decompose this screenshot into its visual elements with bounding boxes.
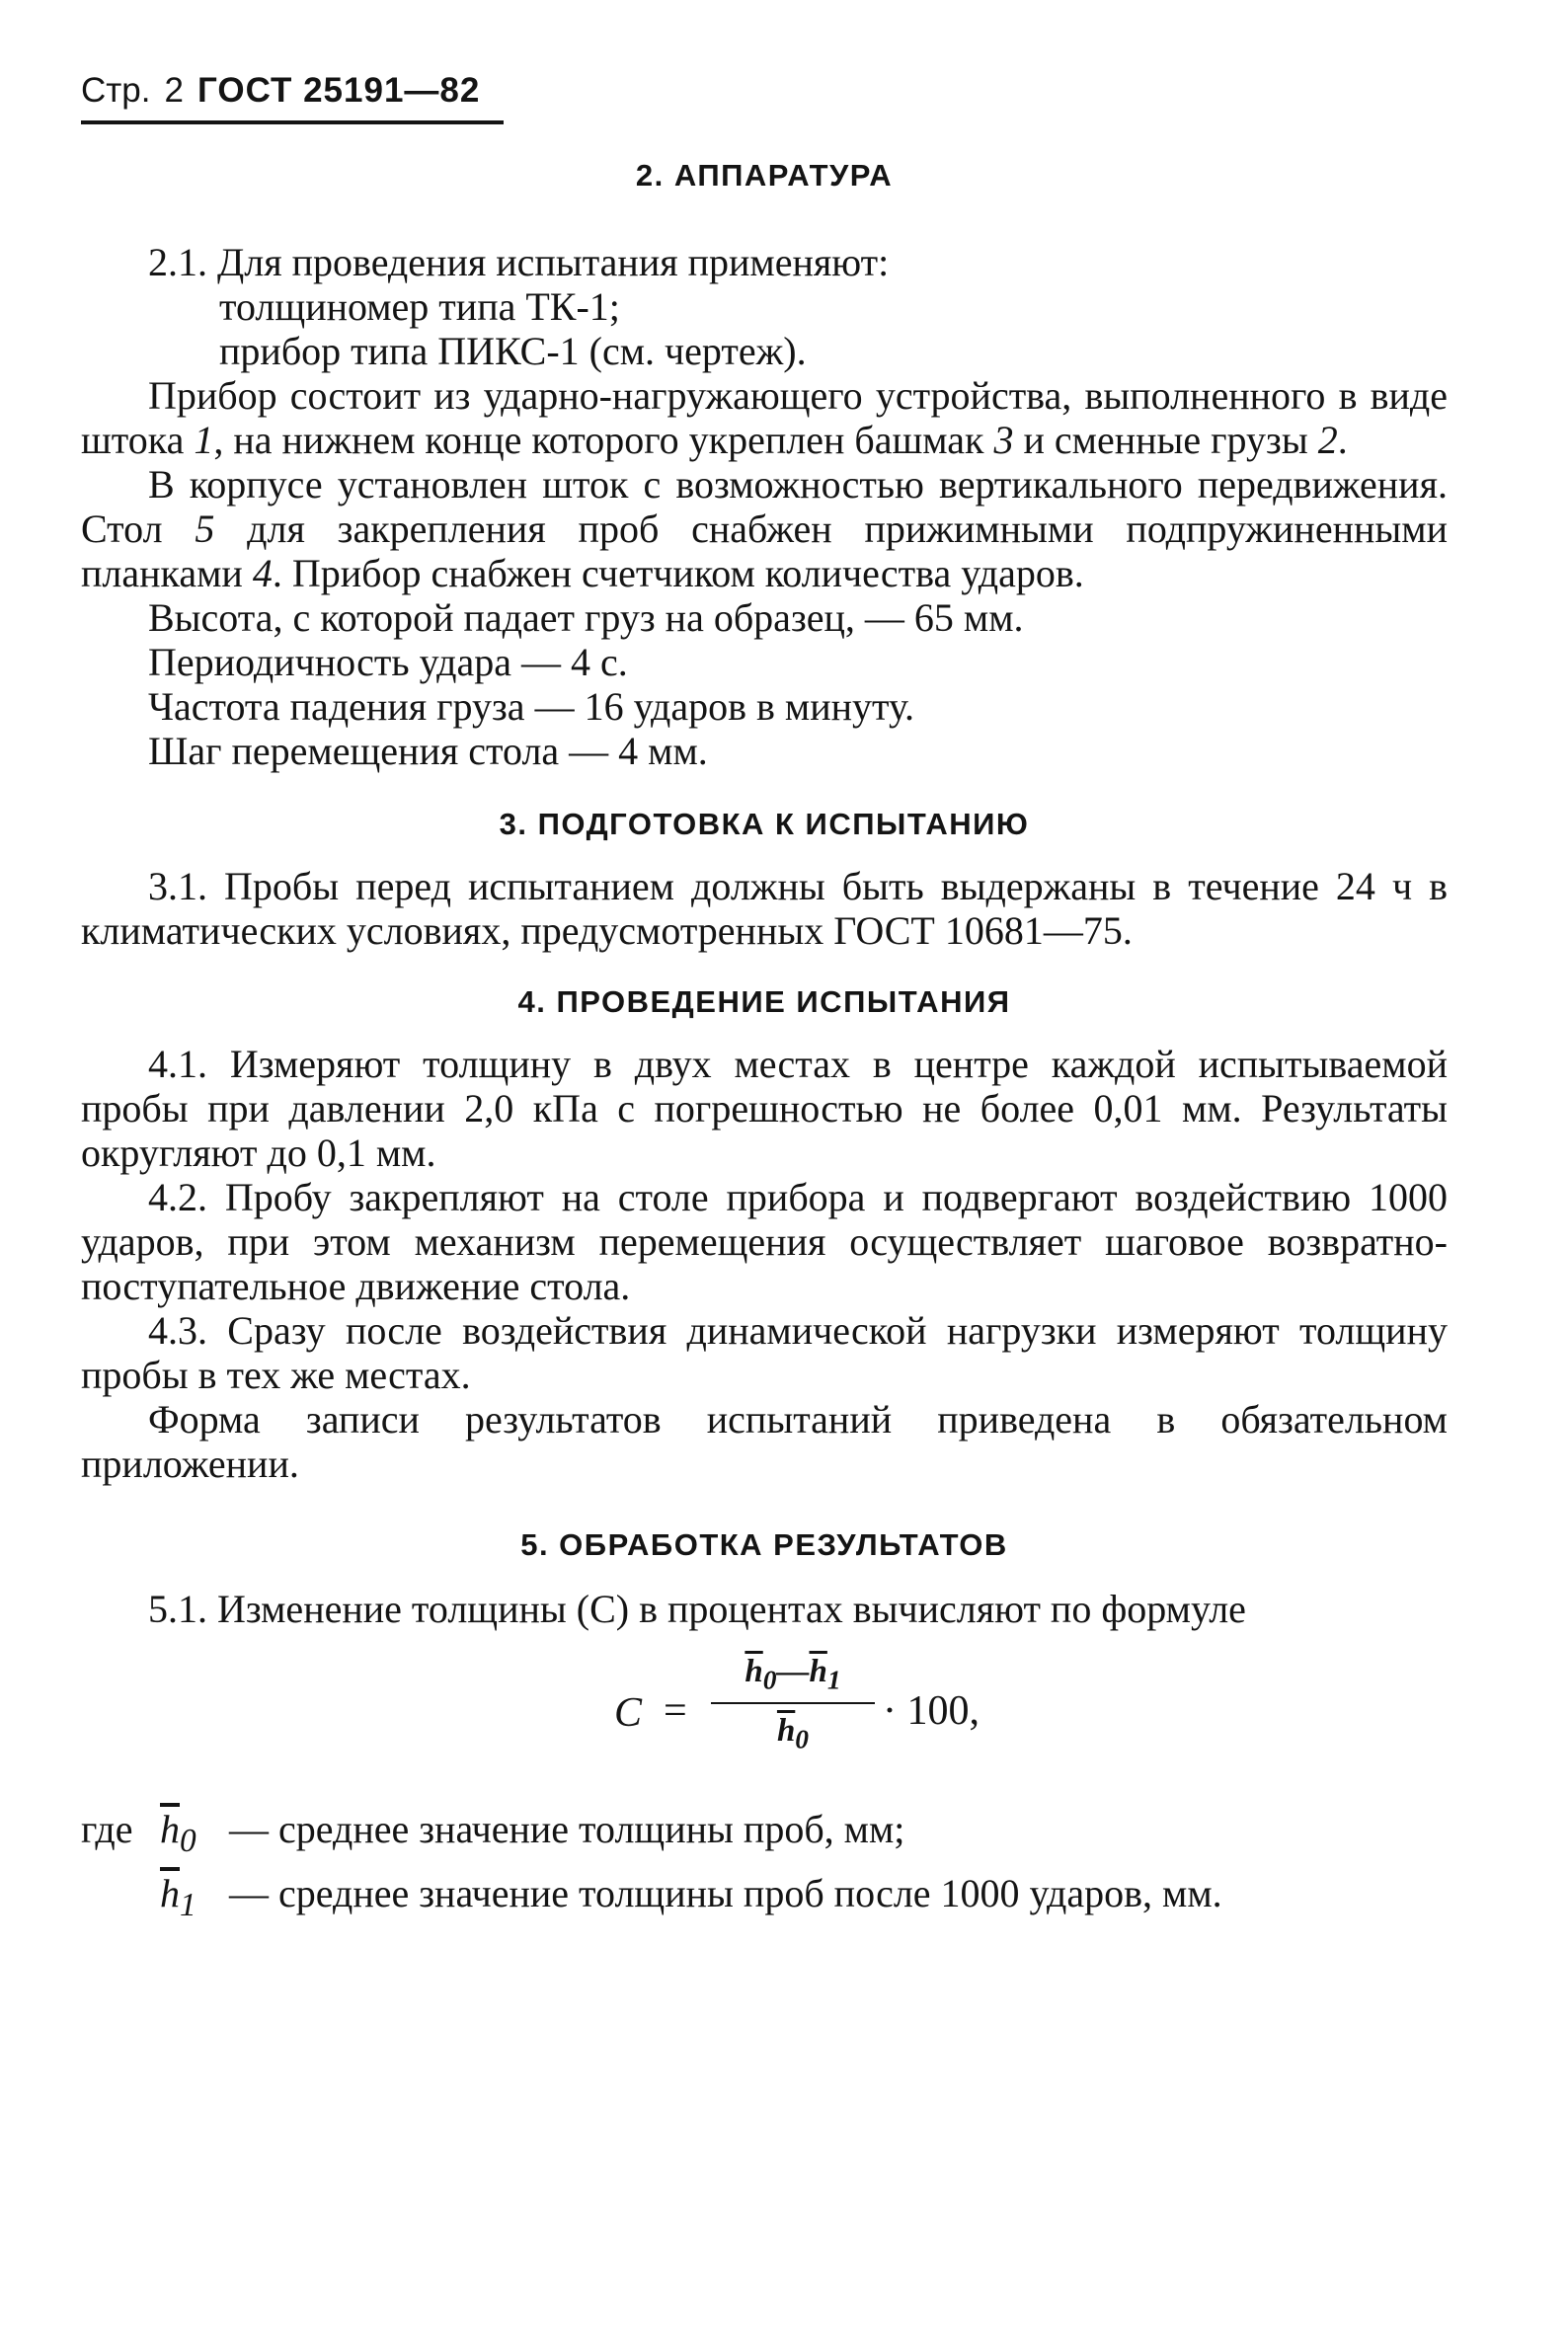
- formula-fraction-bar: [711, 1702, 875, 1704]
- paragraph-4-1: 4.1. Измеряют толщину в двух местах в центре каждой испытываемой пробы при давлении 2,0 кПа с погрешностью не более 0,01 мм. Результаты округляют до 0,1 мм.: [81, 1042, 1448, 1175]
- legend-where-label: где: [81, 1807, 133, 1851]
- doc-id: ГОСТ 25191—82: [196, 71, 481, 110]
- section-title-results: 5. ОБРАБОТКА РЕЗУЛЬТАТОВ: [520, 1527, 1008, 1562]
- legend-item-h1: $\overline{h}_1$ — среднее значение толщины проб после 1000 ударов, мм.: [160, 1871, 1222, 1923]
- list-item-thickness-gauge: толщиномер типа ТК-1;: [219, 284, 620, 329]
- page-number: 2: [164, 71, 184, 110]
- paragraph-housing: В корпусе установлен шток с возможностью вертикального передвижения. Стол 5 для закрепления проб снабжен прижимными подпружиненными планками 4. Прибор снабжен счетчиком количества ударов.: [81, 462, 1448, 595]
- thickness-change-formula: [81, 1647, 1448, 1795]
- formula-fraction: [711, 1647, 875, 1762]
- page-label: Стр.: [81, 71, 151, 110]
- paragraph-drop-frequency: Частота падения груза — 16 ударов в минуту.: [148, 684, 914, 729]
- formula-denominator: $\overline{h}_0$: [776, 1713, 810, 1754]
- formula-lhs: C: [614, 1690, 643, 1736]
- paragraph-3-1: 3.1. Пробы перед испытанием должны быть выдержаны в течение 24 ч в климатических условиях, предусмотренных ГОСТ 10681—75.: [81, 864, 1448, 953]
- page-header: [81, 71, 504, 124]
- section-title-apparatus: 2. АППАРАТУРА: [635, 158, 894, 193]
- paragraph-device-description: Прибор состоит из ударно-нагружающего устройства, выполненного в виде штока 1, на нижнем конце которого укреплен башмак 3 и сменные грузы 2.: [81, 373, 1448, 462]
- list-item-pix-device: прибор типа ПИКС-1 (см. чертеж).: [219, 329, 807, 373]
- paragraph-table-step: Шаг перемещения стола — 4 мм.: [148, 729, 708, 773]
- paragraph-record-form: Форма записи результатов испытаний приведена в обязательном приложении.: [81, 1397, 1448, 1486]
- paragraph-5-1: 5.1. Изменение толщины (C) в процентах вычисляют по формуле: [148, 1587, 1246, 1631]
- legend-item-h0: где $\overline{h}_0$ — среднее значение толщины проб, мм;: [81, 1807, 905, 1859]
- document-body: [81, 148, 1448, 1927]
- section-title-preparation: 3. ПОДГОТОВКА К ИСПЫТАНИЮ: [499, 807, 1030, 841]
- paragraph-4-3: 4.3. Сразу после воздействия динамической нагрузки измеряют толщину пробы в тех же местах.: [81, 1308, 1448, 1397]
- formula-equals: =: [664, 1688, 687, 1734]
- formula-multiplier: · 100,: [883, 1688, 980, 1734]
- paragraph-2-1: 2.1. Для проведения испытания применяют:: [148, 240, 890, 284]
- header-rule: [81, 120, 504, 124]
- formula-legend: [81, 1807, 1448, 1927]
- paragraph-impact-period: Периодичность удара — 4 с.: [148, 640, 628, 684]
- paragraph-4-2: 4.2. Пробу закрепляют на столе прибора и подвергают воздействию 1000 ударов, при этом механизм перемещения осуществляет шаговое возвратно-поступательное движение стола.: [81, 1175, 1448, 1308]
- section-title-procedure: 4. ПРОВЕДЕНИЕ ИСПЫТАНИЯ: [517, 984, 1011, 1019]
- formula-numerator: $\overline{h}_0—\overline{h}_1$: [745, 1654, 841, 1695]
- paragraph-drop-height: Высота, с которой падает груз на образец, — 65 мм.: [148, 595, 1024, 640]
